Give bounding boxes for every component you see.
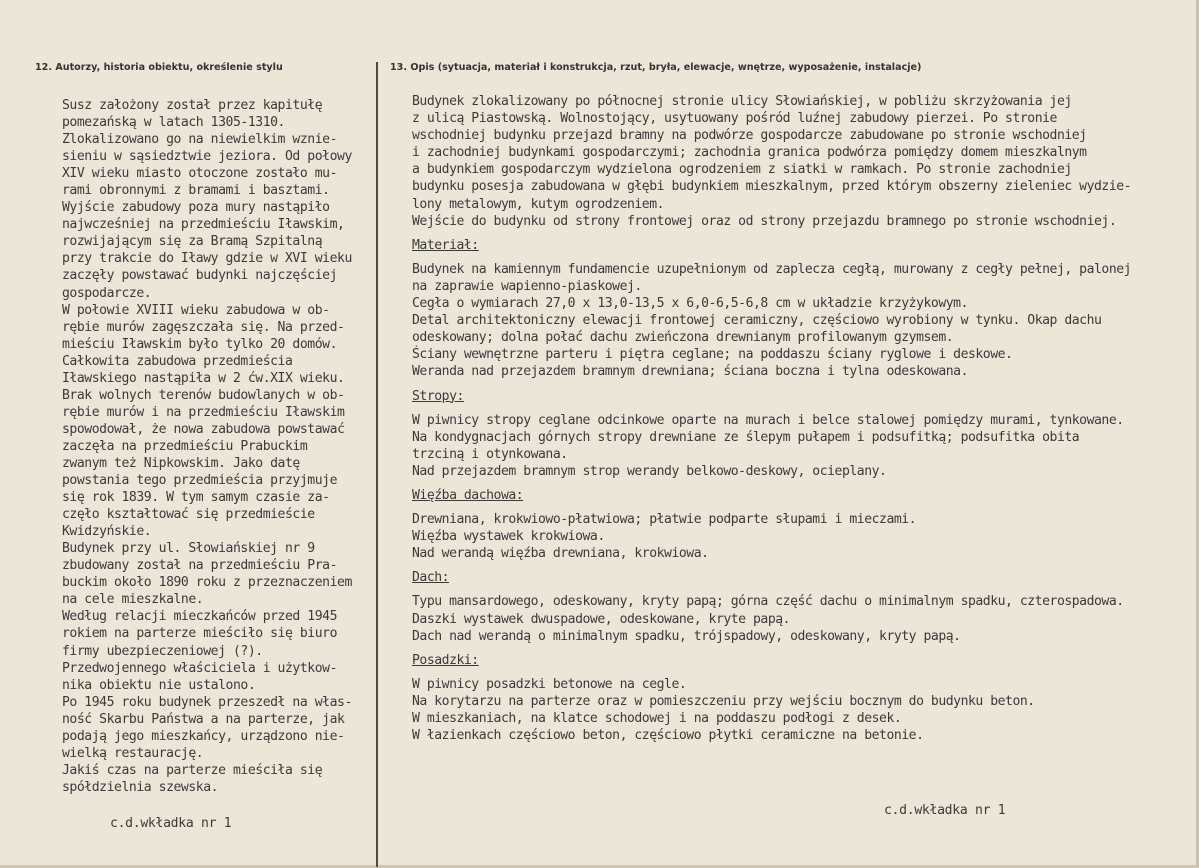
history-line: W połowie XVIII wieku zabudowa w ob- bbox=[62, 302, 330, 318]
section bbox=[412, 237, 1197, 381]
section-line: Nad werandą więźba drewniana, krokwiowa. bbox=[412, 546, 709, 562]
history-line: Budynek przy ul. Słowiańskiej nr 9 bbox=[62, 541, 315, 557]
history-line: na cele mieszkalne. bbox=[62, 592, 204, 608]
section-line: W piwnicy stropy ceglane odcinkowe oparte na murach i belce stalowej pomiędzy murami, tynkowane. bbox=[412, 412, 1124, 428]
history-line: zaczęła na przedmieściu Prabuckim bbox=[62, 438, 308, 454]
section-line: Na korytarzu na parterze oraz w pomieszczeniu przy wejściu bocznym do budynku beton. bbox=[412, 693, 1035, 709]
section-line: Nad przejazdem bramnym strop werandy belkowo-deskowy, ocieplany. bbox=[412, 463, 887, 479]
description-line: Wejście do budynku od strony frontowej oraz od strony przejazdu bramnego po stronie wschodniej. bbox=[412, 213, 1117, 229]
history-line: Susz założony został przez kapitułę bbox=[62, 98, 323, 113]
history-line: Wyjście zabudowy poza mury nastąpiło bbox=[62, 200, 330, 216]
section-line: na zaprawie wapienno-piaskowej. bbox=[412, 278, 642, 294]
history-line: buckim około 1890 roku z przeznaczeniem bbox=[62, 575, 352, 591]
history-line: mieściu Iławskim było tylko 20 domów. bbox=[62, 336, 338, 352]
history-line: rębie murów zagęszczała się. Na przed- bbox=[62, 319, 345, 335]
history-line: Zlokalizowano go na niewielkim wznie- bbox=[62, 132, 338, 148]
history-line: spowodował, że nowa zabudowa powstawać bbox=[62, 421, 345, 437]
history-line: Według relacji mieczkańców przed 1945 bbox=[62, 609, 338, 625]
section-line: Weranda nad przejazdem bramnym drewniana; ściana boczna i tylna odeskowana. bbox=[412, 364, 968, 380]
history-line: podają jego mieszkańcy, urządzono nie- bbox=[62, 728, 345, 744]
section-line: W piwnicy posadzki betonowe na cegle. bbox=[412, 676, 687, 692]
description-line: lony metalowym, kutym ogrodzeniem. bbox=[412, 196, 665, 212]
history-line: się rok 1839. W tym samym czasie za- bbox=[62, 490, 330, 506]
section-line: Drewniana, krokwiowo-płatwiowa; płatwie podparte słupami i mieczami. bbox=[412, 512, 917, 528]
section-heading: Dach: bbox=[412, 570, 450, 586]
section-heading: Posadzki: bbox=[412, 652, 479, 668]
section-line: Daszki wystawek dwuspadowe, odeskowane, kryte papą. bbox=[412, 611, 791, 627]
description-line: z ulicą Piastowską. Wolnostojący, usytuowany pośród luźnej zabudowy pierzei. Po stronie bbox=[412, 111, 1057, 127]
column-divider bbox=[376, 62, 378, 867]
history-line: spółdzielnia szewska. bbox=[62, 779, 219, 795]
section-heading: Stropy: bbox=[412, 388, 464, 404]
history-line: rozwijającym się za Bramą Szpitalną bbox=[62, 234, 323, 250]
section-line: Na kondygnacjach górnych stropy drewniane ze ślepym pułapem i podsufitką; podsufitka obita bbox=[412, 429, 1080, 445]
history-line: Po 1945 roku budynek przeszedł na włas- bbox=[62, 694, 352, 710]
history-line: pomezańską w latach 1305-1310. bbox=[62, 115, 285, 131]
description-line: a budynkiem gospodarczym wydzielona ogrodzeniem z siatki w ramkach. Po stronie zachodniej bbox=[412, 162, 1072, 178]
history-line: Całkowita zabudowa przedmieścia bbox=[62, 353, 293, 369]
history-line: XIV wieku miasto otoczone zostało mu- bbox=[62, 166, 338, 182]
section-heading: Więźba dachowa: bbox=[412, 487, 524, 503]
description-line: Budynek zlokalizowany po północnej stronie ulicy Słowiańskiej, w pobliżu skrzyżowania jej bbox=[412, 94, 1072, 109]
section-line: odeskowany; dolna połać dachu zwieńczona drewnianym profilowanym gzymsem. bbox=[412, 330, 954, 346]
history-line: przy trakcie do Iławy gdzie w XVI wieku bbox=[62, 251, 352, 267]
history-line: gospodarcze. bbox=[62, 285, 152, 301]
history-line: Jakiś czas na parterze mieściła się bbox=[62, 762, 323, 778]
history-line: rokiem na parterze mieściło się biuro bbox=[62, 626, 338, 642]
description-line: budynku posesja zabudowana w głębi budynkiem mieszkalnym, przed którym obszerny zieleniec wydzie- bbox=[412, 179, 1132, 195]
section-line: trzciną i otynkowana. bbox=[412, 446, 568, 462]
section bbox=[412, 388, 1197, 480]
history-line: zaczęły powstawać budynki najczęściej bbox=[62, 268, 338, 284]
history-line: firmy ubezpieczeniowej (?). bbox=[62, 643, 263, 659]
right-column-header: 13. Opis (sytuacja, materiał i konstrukcja, rzut, bryła, elewacje, wnętrze, wyposażenie, instalacje) bbox=[390, 62, 922, 73]
history-line: Przedwojennego właściciela i użytkow- bbox=[62, 660, 338, 676]
footer-continuation-right: c.d.wkładka nr 1 bbox=[884, 803, 1006, 818]
section-line: Detal architektoniczny elewacji frontowej ceramiczny, częściowo wyrobiony w tynku. Okap dachu bbox=[412, 313, 1102, 329]
section-line: Typu mansardowego, odeskowany, kryty papą; górna część dachu o minimalnym spadku, czterospadowa. bbox=[412, 594, 1124, 610]
description-line: wschodniej budynku przejazd bramny na podwórze gospodarcze zabudowane po stronie wschodniej bbox=[412, 128, 1087, 144]
footer-continuation-left: c.d.wkładka nr 1 bbox=[110, 816, 232, 831]
description-sections bbox=[412, 237, 1197, 744]
history-line: Kwidzyńskie. bbox=[62, 524, 152, 540]
history-line: rami obronnymi z bramami i basztami. bbox=[62, 183, 330, 199]
history-line: wielką restaurację. bbox=[62, 745, 204, 761]
section-heading: Materiał: bbox=[412, 237, 479, 253]
history-line: Iławskiego nastąpiła w 2 ćw.XIX wieku. bbox=[62, 370, 345, 386]
section-line: W łazienkach częściowo beton, częściowo płytki ceramiczne na betonie. bbox=[412, 728, 924, 744]
history-line: częło kształtować się przedmieście bbox=[62, 507, 315, 523]
history-text bbox=[62, 97, 370, 796]
history-line: Brak wolnych terenów budowlanych w ob- bbox=[62, 387, 345, 403]
history-line: najwcześniej na przedmieściu Iławskim, bbox=[62, 217, 345, 233]
history-line: zwanym też Nipkowskim. Jako datę bbox=[62, 455, 300, 471]
section-line: Dach nad werandą o minimalnym spadku, trójspadowy, odeskowany, kryty papą. bbox=[412, 628, 961, 644]
left-column-header: 12. Autorzy, historia obiektu, określenie stylu bbox=[35, 62, 283, 73]
section bbox=[412, 569, 1197, 644]
description-line: i zachodniej budynkami gospodarczymi; zachodnia granica podwórza pomiędzy domem mieszkalnym bbox=[412, 145, 1087, 161]
section-line: W mieszkaniach, na klatce schodowej i na poddaszu podłogi z desek. bbox=[412, 711, 902, 726]
history-line: sieniu w sąsiedztwie jeziora. Od połowy bbox=[62, 149, 352, 165]
section bbox=[412, 487, 1197, 562]
section-line: Więźba wystawek krokwiowa. bbox=[412, 529, 605, 545]
history-line: rębie murów i na przedmieściu Iławskim bbox=[62, 404, 345, 420]
section-line: Ściany wewnętrzne parteru i piętra ceglane; na poddaszu ściany ryglowe i deskowe. bbox=[412, 347, 1013, 363]
history-line: zbudowany został na przedmieściu Pra- bbox=[62, 558, 338, 574]
history-line: ność Skarbu Państwa a na parterze, jak bbox=[62, 711, 345, 727]
description-intro bbox=[412, 93, 1197, 230]
history-line: powstania tego przedmieścia przyjmuje bbox=[62, 473, 338, 489]
history-line: nika obiektu nie ustalono. bbox=[62, 677, 256, 693]
section bbox=[412, 652, 1197, 744]
section-line: Budynek na kamiennym fundamencie uzupełnionym od zaplecza cegłą, murowany z cegły pełnej, palonej bbox=[412, 261, 1132, 277]
section-line: Cegła o wymiarach 27,0 x 13,0-13,5 x 6,0-6,5-6,8 cm w układzie krzyżykowym. bbox=[412, 296, 968, 312]
description-text bbox=[412, 93, 1197, 744]
